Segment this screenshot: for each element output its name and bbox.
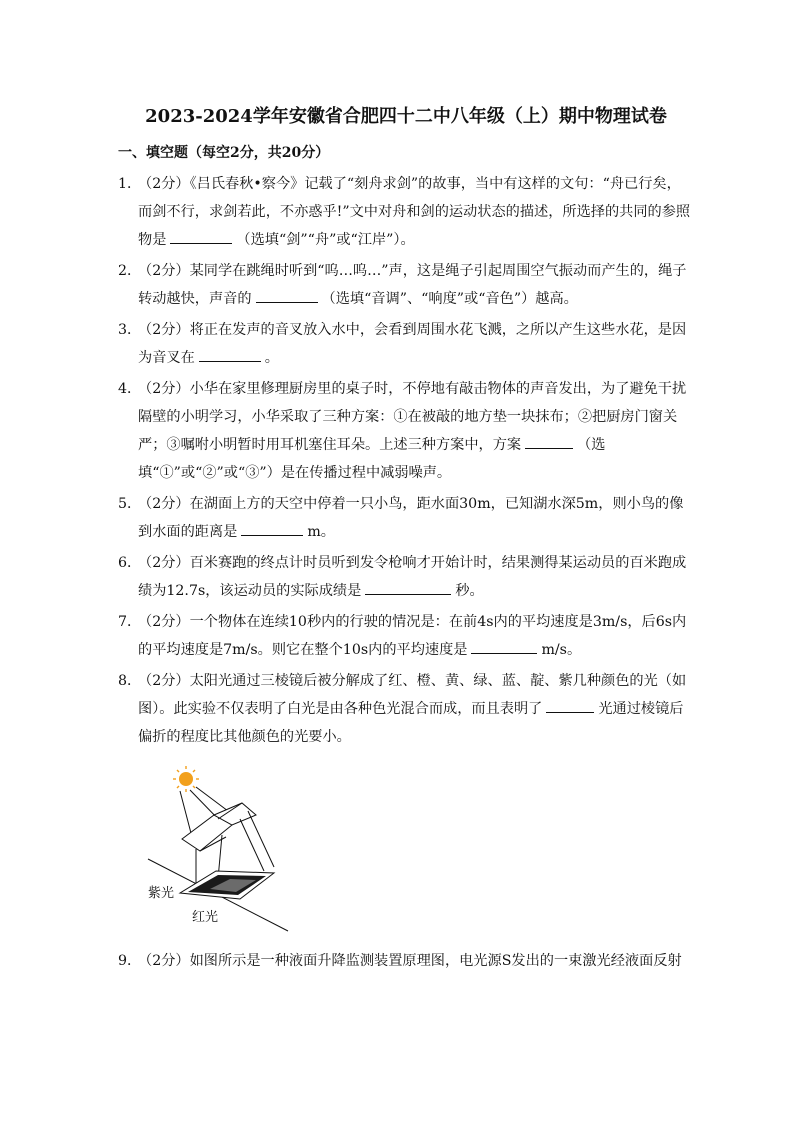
question-text-end: 。 <box>264 350 279 366</box>
prism-shape <box>182 803 256 851</box>
question-number: 9． <box>118 953 142 969</box>
answer-blank[interactable] <box>170 227 232 244</box>
answer-blank[interactable] <box>256 286 318 303</box>
section-heading: 一、填空题（每空2分，共20分） <box>118 145 330 161</box>
question-number: 5． <box>118 496 142 512</box>
prism-dispersion-figure <box>138 759 298 939</box>
question-number: 2． <box>118 263 142 279</box>
question-text-end: （选填“音调”、“响度”或“音色”）越高。 <box>321 291 578 307</box>
question-text-end: 秒。 <box>455 583 484 599</box>
question-5 <box>118 490 694 546</box>
question-text-end: m/s。 <box>541 642 582 658</box>
answer-blank[interactable] <box>365 578 451 595</box>
answer-blank[interactable] <box>471 637 537 654</box>
question-text: （2分）《吕氏春秋•察今》记载了“刻舟求剑”的故事，当中有这样的文句：“舟已行矣，而剑不行，求剑若此，不亦惑乎!”文中对舟和剑的运动状态的描述，所选择的共同的参照物是 <box>138 176 691 248</box>
violet-light-label: 紫光 <box>148 886 175 901</box>
question-6 <box>118 549 694 605</box>
question-number: 4． <box>118 381 142 397</box>
question-4 <box>118 375 694 487</box>
question-text: （2分）小华在家里修理厨房里的桌子时，不停地有敲击物体的声音发出，为了避免干扰隔壁的小明学习，小华采取了三种方案：①在被敲的地方垫一块抹布；②把厨房门窗关严；③嘱咐小明暂时用耳机塞住耳朵。上述三种方案中，方案 <box>138 381 687 453</box>
red-light-label: 红光 <box>192 910 219 925</box>
question-text: （2分）百米赛跑的终点计时员听到发令枪响才开始计时，结果测得某运动员的百米跑成绩为12.7s，该运动员的实际成绩是 <box>138 555 687 599</box>
question-text-end: m。 <box>307 524 335 540</box>
question-text-end: 光通过棱镜后偏折的程度比其他颜色的光要小。 <box>138 701 684 745</box>
question-3 <box>118 316 694 372</box>
question-7 <box>118 608 694 664</box>
question-text: （2分）太阳光通过三棱镜后被分解成了红、橙、黄、绿、蓝、靛、紫几种颜色的光（如图）。此实验不仅表明了白光是由各种色光混合而成，而且表明了 <box>138 673 687 717</box>
question-number: 6． <box>118 555 142 571</box>
page-title: 2023-2024学年安徽省合肥四十二中八年级（上）期中物理试卷 <box>145 106 667 127</box>
answer-blank[interactable] <box>525 432 573 449</box>
question-number: 8． <box>118 673 142 689</box>
question-text: （2分）在湖面上方的天空中停着一只小鸟，距水面30m，已知湖水深5m，则小鸟的像到水面的距离是 <box>138 496 684 540</box>
question-number: 3． <box>118 322 142 338</box>
question-text: （2分）某同学在跳绳时听到“呜…呜…”声，这是绳子引起周围空气振动而产生的，绳子转动越快，声音的 <box>138 263 687 307</box>
question-number: 1． <box>118 176 142 192</box>
question-1 <box>118 170 694 254</box>
answer-blank[interactable] <box>199 345 261 362</box>
question-9 <box>118 947 694 975</box>
question-text: （2分）一个物体在连续10秒内的行驶的情况是：在前4s内的平均速度是3m/s，后6s内的平均速度是7m/s。则它在整个10s内的平均速度是 <box>138 614 687 658</box>
answer-blank[interactable] <box>546 696 594 713</box>
question-2 <box>118 257 694 313</box>
question-8 <box>118 667 694 751</box>
sun-icon <box>173 766 199 792</box>
question-text-end: （选填“剑”“舟”或“江岸”）。 <box>236 232 415 248</box>
question-text: （2分）如图所示是一种液面升降监测装置原理图，电光源S发出的一束激光经液面反射 <box>138 953 682 969</box>
question-number: 7． <box>118 614 142 630</box>
answer-blank[interactable] <box>241 519 303 536</box>
question-text: （2分）将正在发声的音叉放入水中，会看到周围水花飞溅，之所以产生这些水花，是因为音叉在 <box>138 322 687 366</box>
question-text-end: （选填“①”或“②”或“③”）是在传播过程中减弱噪声。 <box>138 437 606 481</box>
